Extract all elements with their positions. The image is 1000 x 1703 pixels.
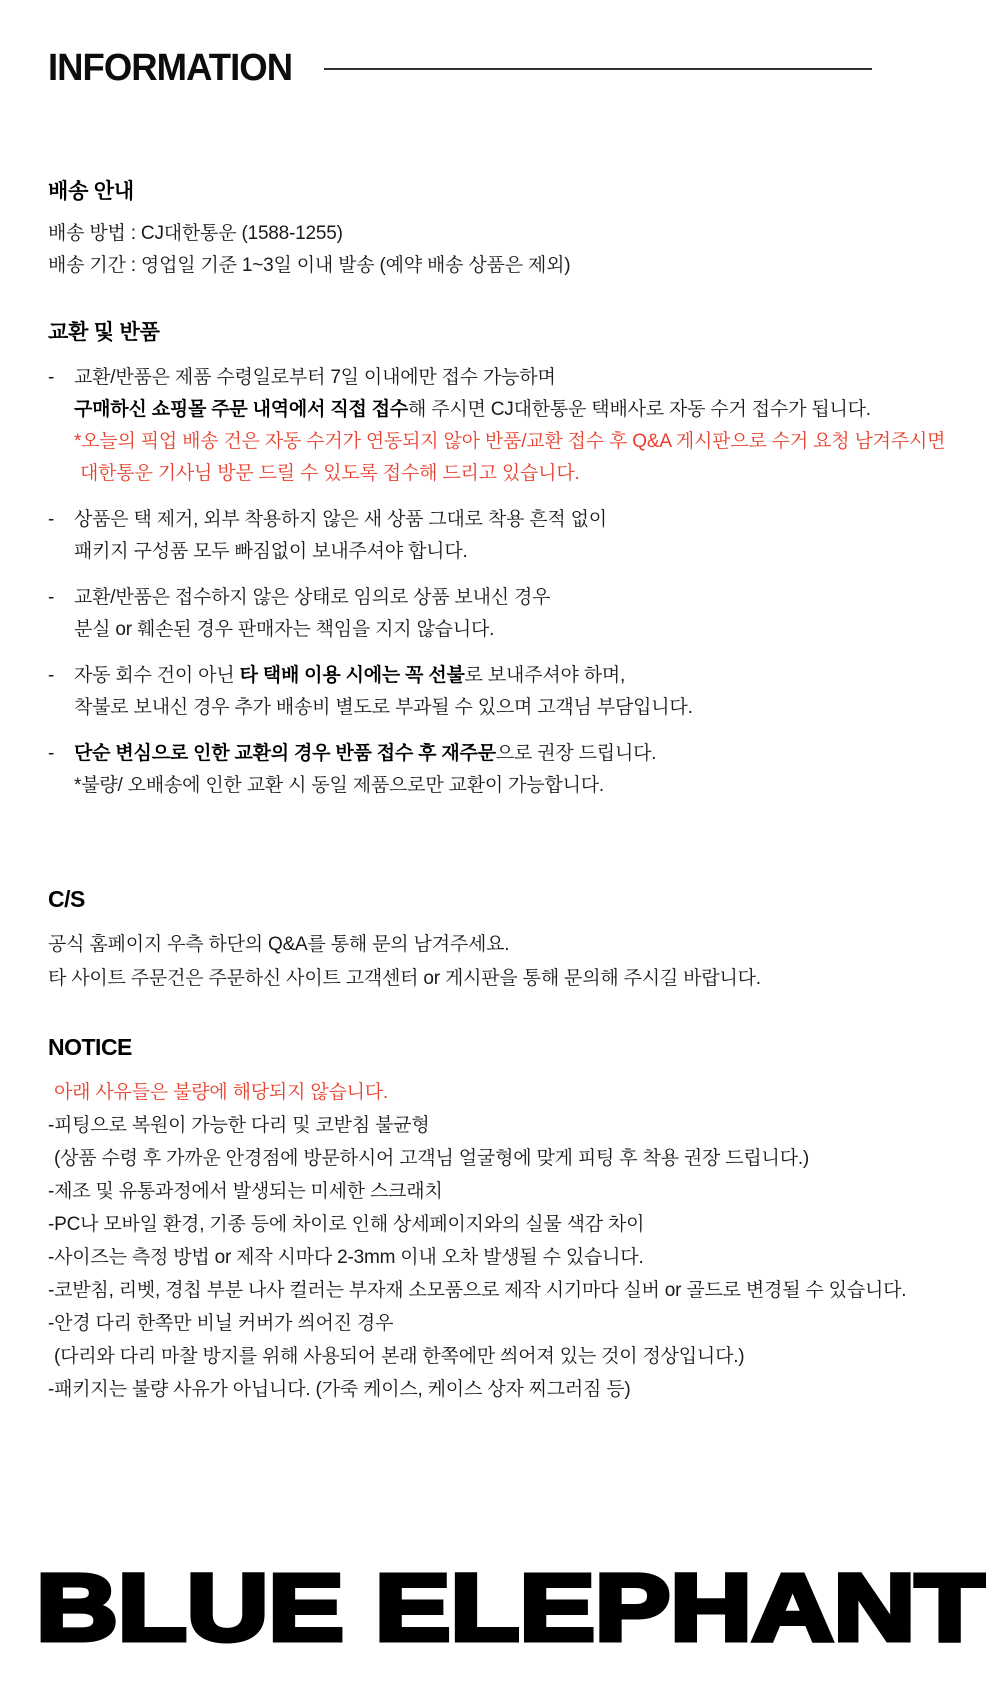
brand-logo-svg (34, 1556, 989, 1656)
text-segment: 공식 홈페이지 우측 하단의 Q&A를 통해 문의 남겨주세요. (48, 933, 510, 955)
text-segment: -안경 다리 한쪽만 비닐 커버가 씌어진 경우 (48, 1312, 394, 1334)
cs-lines (48, 928, 952, 996)
policy-item (48, 582, 952, 646)
brand-logo (34, 1556, 989, 1656)
policy-item (48, 504, 952, 568)
policy-item (48, 362, 952, 490)
text-segment: 분실 or 훼손된 경우 판매자는 책임을 지지 않습니다. (74, 618, 495, 640)
text-line (74, 536, 952, 568)
text-segment: 자동 회수 건이 아닌 (74, 664, 240, 686)
text-segment: 교환/반품은 접수하지 않은 상태로 임의로 상품 보내신 경우 (74, 586, 551, 608)
policy-item-body (74, 660, 952, 724)
notice-lines (48, 1076, 952, 1406)
text-line (74, 614, 952, 646)
text-line (48, 1208, 952, 1241)
exchange-heading: 교환 및 반품 (48, 320, 160, 344)
text-segment: (상품 수령 후 가까운 안경점에 방문하시어 고객님 얼굴형에 맞게 피팅 후 착용 권장 드립니다.) (54, 1147, 810, 1169)
text-segment: 단순 변심으로 인한 교환의 경우 반품 접수 후 재주문 (74, 742, 496, 764)
section-shipping-info (48, 178, 952, 282)
text-segment: 대한통운 기사님 방문 드릴 수 있도록 접수해 드리고 있습니다. (80, 462, 580, 484)
text-line (74, 770, 952, 802)
text-line (48, 1274, 952, 1307)
text-segment: -제조 및 유통과정에서 발생되는 미세한 스크래치 (48, 1180, 443, 1202)
text-segment: (다리와 다리 마찰 방지를 위해 사용되어 본래 한쪽에만 씌어져 있는 것이 정상입니다.) (54, 1345, 745, 1367)
brand-logo-text: BLUE ELEPHANT (36, 1555, 985, 1656)
cs-heading: C/S (48, 885, 85, 912)
text-segment: -사이즈는 측정 방법 or 제작 시마다 2-3mm 이내 오차 발생될 수 있습니다. (48, 1246, 644, 1268)
policy-item-body (74, 738, 952, 802)
policy-item-body (74, 504, 952, 568)
text-line (74, 660, 952, 692)
text-segment: *불량/ 오배송에 인한 교환 시 동일 제품으로만 교환이 가능합니다. (74, 774, 604, 796)
shipping-lines (48, 218, 952, 282)
page-title: INFORMATION (48, 47, 293, 89)
text-line (48, 1109, 952, 1142)
text-line (48, 250, 952, 282)
text-line (48, 1142, 952, 1175)
section-customer-service (48, 884, 952, 996)
text-line (48, 1307, 952, 1340)
text-segment: 구매하신 쇼핑몰 주문 내역에서 직접 접수 (74, 398, 409, 420)
text-segment: 착불로 보내신 경우 추가 배송비 별도로 부과될 수 있으며 고객님 부담입니다. (74, 696, 693, 718)
text-segment: *오늘의 픽업 배송 건은 자동 수거가 연동되지 않아 반품/교환 접수 후 Q&A 게시판으로 수거 요청 남겨주시면 (74, 430, 946, 452)
text-line (48, 962, 952, 996)
text-line (74, 504, 952, 536)
shipping-heading: 배송 안내 (48, 179, 134, 203)
text-segment: 교환/반품은 제품 수령일로부터 7일 이내에만 접수 가능하며 (74, 366, 556, 388)
text-segment: 패키지 구성품 모두 빠짐없이 보내주셔야 합니다. (74, 540, 468, 562)
text-line (48, 1241, 952, 1274)
policy-item-body (74, 582, 952, 646)
text-segment: 배송 방법 : CJ대한통운 (1588-1255) (48, 222, 343, 244)
bullet-dash: - (48, 742, 55, 764)
text-line (48, 1175, 952, 1208)
text-segment: 아래 사유들은 불량에 해당되지 않습니다. (54, 1081, 389, 1103)
text-segment: 타 사이트 주문건은 주문하신 사이트 고객센터 or 게시판을 통해 문의해 주시길 바랍니다. (48, 967, 761, 989)
bullet-dash: - (48, 586, 55, 608)
text-line (74, 582, 952, 614)
text-segment: -코받침, 리벳, 경칩 부분 나사 컬러는 부자재 소모품으로 제작 시기마다 실버 or 골드로 변경될 수 있습니다. (48, 1279, 907, 1301)
bullet-dash: - (48, 366, 55, 388)
text-line (48, 218, 952, 250)
text-line (48, 1340, 952, 1373)
text-line (74, 458, 952, 490)
policy-item-body (74, 362, 952, 490)
bullet-dash: - (48, 664, 55, 686)
text-line (74, 738, 952, 770)
text-segment: 타 택배 이용 시에는 꼭 선불 (239, 664, 465, 686)
text-segment: -PC나 모바일 환경, 기종 등에 차이로 인해 상세페이지와의 실물 색감 차이 (48, 1213, 645, 1235)
section-exchange-return (48, 318, 952, 802)
title-divider-line (324, 68, 872, 70)
bullet-dash: - (48, 508, 55, 530)
text-line (74, 362, 952, 394)
text-line (74, 394, 952, 426)
text-segment: 상품은 택 제거, 외부 착용하지 않은 새 상품 그대로 착용 흔적 없이 (74, 508, 607, 530)
text-line (48, 1076, 952, 1109)
notice-heading: NOTICE (48, 1033, 132, 1060)
text-segment: -피팅으로 복원이 가능한 다리 및 코받침 불균형 (48, 1114, 430, 1136)
policy-item (48, 738, 952, 802)
text-segment: 배송 기간 : 영업일 기준 1~3일 이내 발송 (예약 배송 상품은 제외) (48, 254, 571, 276)
text-segment: 로 보내주셔야 하며, (464, 664, 626, 686)
text-segment: 으로 권장 드립니다. (495, 742, 657, 764)
section-notice (48, 1032, 952, 1406)
text-line (48, 928, 952, 962)
text-segment: -패키지는 불량 사유가 아닙니다. (가죽 케이스, 케이스 상자 찌그러짐 등) (48, 1378, 631, 1400)
text-line (74, 426, 952, 458)
text-line (74, 692, 952, 724)
policy-item (48, 660, 952, 724)
page-header (48, 48, 872, 90)
exchange-policy-list (48, 362, 952, 802)
text-segment: 해 주시면 CJ대한통운 택배사로 자동 수거 접수가 됩니다. (408, 398, 871, 420)
text-line (48, 1373, 952, 1406)
